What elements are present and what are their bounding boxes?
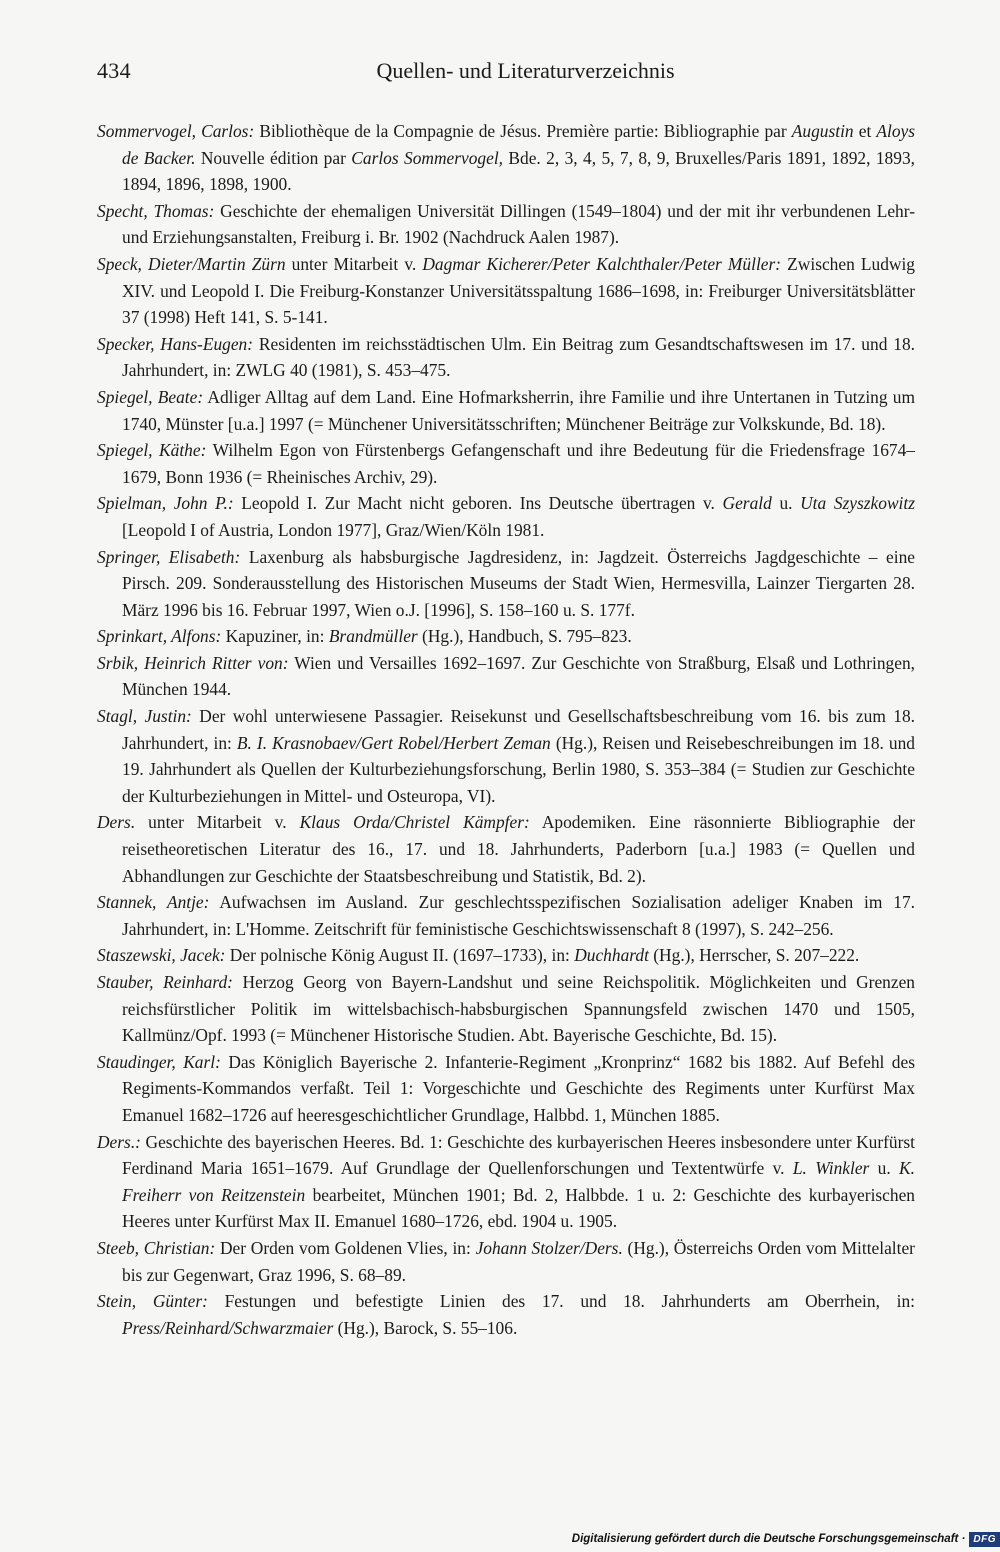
bibliography-entry: [97, 1049, 915, 1129]
running-title: Quellen- und Literaturverzeichnis: [376, 58, 675, 83]
entry-text: Der polnische König August II. (1697–1733), in:: [225, 945, 575, 966]
entry-text: [Leopold I of Austria, London 1977], Graz/Wien/Köln 1981.: [122, 519, 545, 540]
entry-text: bearbeitet, München 1901; Bd. 2, Halbbde. 1 u. 2: Geschichte des kurbayerischen Heeres unter Kurfürst Max II. Emanuel 1680–1726, ebd. 1904 u. 1905.: [122, 1184, 915, 1232]
bibliography-entry: [97, 650, 915, 703]
entry-italic-text: Press/Reinhard/Schwarzmaier: [122, 1317, 334, 1338]
entry-text: Wilhelm Egon von Fürstenbergs Gefangenschaft und ihre Bedeutung für die Friedensfrage 1674–1679, Bonn 1936 (= Rheinisches Archiv, 29).: [122, 440, 915, 487]
bibliography-entry: [97, 703, 915, 809]
entry-author: Sommervogel, Carlos:: [97, 121, 255, 141]
bibliography-entry: [97, 809, 915, 889]
entry-text: Herzog Georg von Bayern-Landshut und seine Reichspolitik. Möglichkeiten und Grenzen reichsfürstlicher Politik im wittelsbachisch-habsburgischen Spannungsfeld zwischen 1470 und 1505, Kallmünz/Opf. 1993 (= Münchener Historische Studien. Abt. Bayerische Geschichte, Bd. 15).: [122, 972, 916, 1046]
entry-text: unter Mitarbeit v.: [285, 253, 423, 274]
entry-text: (Hg.), Österreichs Orden vom Mittelalter bis zur Gegenwart, Graz 1996, S. 68–89.: [122, 1237, 915, 1285]
bibliography-entry: [97, 942, 915, 969]
entry-author: Staudinger, Karl:: [97, 1051, 221, 1072]
entry-italic-text: Augustin: [791, 121, 854, 141]
bibliography-entry: [97, 437, 915, 490]
entry-italic-text: Uta Szyszkowitz: [800, 493, 915, 514]
entry-author: Srbik, Heinrich Ritter von:: [97, 652, 289, 673]
entry-text: unter Mitarbeit v.: [135, 812, 300, 833]
entry-italic-text: Dagmar Kicherer/Peter Kalchthaler/Peter Müller:: [422, 253, 782, 274]
entry-text: (Hg.), Herrscher, S. 207–222.: [648, 945, 860, 966]
bibliography-entry: [97, 384, 915, 437]
entry-author: Spiegel, Beate:: [97, 386, 204, 407]
entry-author: Ders.:: [97, 1131, 141, 1152]
entry-author: Spielman, John P.:: [97, 493, 234, 514]
page-header: [97, 58, 914, 94]
bibliography-entry: [97, 118, 915, 198]
entry-author: Spiegel, Käthe:: [97, 440, 207, 461]
entry-author: Sprinkart, Alfons:: [97, 626, 222, 647]
entry-italic-text: Gerald: [722, 493, 772, 514]
entry-author: Specker, Hans-Eugen:: [97, 333, 254, 354]
entry-text: Bibliothèque de la Compagnie de Jésus. Première partie: Bibliographie par: [254, 121, 792, 141]
entry-text: Bde. 2, 3, 4, 5, 7, 8, 9, Bruxelles/Paris 1891, 1892, 1893, 1894, 1896, 1898, 1900.: [122, 147, 915, 195]
entry-text: u.: [771, 493, 801, 514]
bibliography-entry: [97, 1129, 915, 1235]
entry-text: Zwischen Ludwig XIV. und Leopold I. Die Freiburg-Konstanzer Universitätsspaltung 1686–1698, in: Freiburger Universitätsblätter 37 (1998) Heft 141, S. 5-141.: [122, 253, 916, 328]
entry-author: Steeb, Christian:: [97, 1237, 216, 1258]
entry-text: Geschichte der ehemaligen Universität Dillingen (1549–1804) und der mit ihr verbundenen Lehr- und Erziehungsanstalten, Freiburg i. Br. 1902 (Nachdruck Aalen 1987).: [122, 200, 915, 248]
entry-text: Kapuziner, in:: [221, 626, 329, 647]
entry-author: Staszewski, Jacek:: [97, 945, 226, 966]
entry-text: (Hg.), Handbuch, S. 795–823.: [417, 626, 632, 647]
entry-italic-text: Carlos Sommervogel,: [351, 147, 504, 168]
entry-text: Adliger Alltag auf dem Land. Eine Hofmarksherrin, ihre Familie und ihre Untertanen in Tutzing um 1740, Münster [u.a.] 1997 (= Münchener Universitätsschriften; Münchener Beiträge zur Volkskunde, Bd. 18).: [122, 386, 916, 434]
entry-author: Stannek, Antje:: [97, 892, 210, 913]
bibliography-entry: [97, 969, 915, 1049]
footer: [572, 1531, 1000, 1547]
entry-text: Nouvelle édition par: [195, 147, 352, 168]
entry-text: Aufwachsen im Ausland. Zur geschlechtsspezifischen Sozialisation adeliger Knaben im 17. Jahrhundert, in: L'Homme. Zeitschrift für feministische Geschichtswissenschaft 8 (1997), S. 242–256.: [122, 892, 915, 939]
entry-text: Laxenburg als habsburgische Jagdresidenz, in: Jagdzeit. Österreichs Jagdgeschichte – eine Pirsch. 209. Sonderausstellung des Historischen Museums der Stadt Wien, Hermesvilla, Lainzer Tiergarten 28. März 1996 bis 16. Februar 1997, Wien o.J. [1996], S. 158–160 u. S. 177f.: [122, 546, 915, 620]
dfg-logo: DFG: [969, 1532, 1000, 1547]
entry-text: Das Königlich Bayerische 2. Infanterie-Regiment „Kronprinz“ 1682 bis 1882. Auf Befehl des Regiments-Kommandos verfaßt. Teil 1: Vorgeschichte und Geschichte des Regiments unter Kurfürst Max Emanuel 1682–1726 auf heeresgeschichtlicher Grundlage, Halbbd. 1, München 1885.: [122, 1051, 915, 1125]
entry-text: Leopold I. Zur Macht nicht geboren. Ins Deutsche übertragen v.: [233, 493, 723, 514]
bibliography-entry: [97, 1235, 915, 1288]
entry-italic-text: K. Freiherr von Reitzenstein: [122, 1158, 915, 1205]
entry-italic-text: L. Winkler: [792, 1158, 870, 1179]
bibliography-entry: [97, 331, 915, 384]
bibliography-list: [97, 118, 915, 1341]
entry-text: (Hg.), Barock, S. 55–106.: [333, 1317, 518, 1338]
bibliography-entry: [97, 544, 915, 624]
entry-italic-text: Aloys de Backer.: [122, 121, 916, 168]
entry-text: Residenten im reichsstädtischen Ulm. Ein Beitrag zum Gesandtschaftswesen im 17. und 18. Jahrhundert, in: ZWLG 40 (1981), S. 453–475.: [122, 333, 915, 381]
entry-author: Speck, Dieter/Martin Zürn: [97, 253, 286, 274]
bibliography-entry: [97, 889, 915, 942]
entry-italic-text: Johann Stolzer/Ders.: [475, 1237, 623, 1258]
entry-author: Stagl, Justin:: [97, 706, 192, 727]
bibliography-entry: [97, 490, 915, 543]
entry-text: Apodemiken. Eine räsonnierte Bibliographie der reisetheoretischen Literatur des 16., 17. und 18. Jahrhunderts, Paderborn [u.a.] 1983 (= Quellen und Abhandlungen zur Geschichte der Staatsbeschreibung und Statistik, Bd. 2).: [122, 812, 916, 886]
entry-author: Ders.: [97, 812, 136, 833]
entry-italic-text: Klaus Orda/Christel Kämpfer:: [299, 812, 530, 833]
entry-italic-text: Brandmüller: [328, 626, 418, 647]
bibliography-entry: [97, 623, 915, 650]
bibliography-entry: [97, 251, 915, 331]
entry-author: Stauber, Reinhard:: [97, 972, 233, 992]
entry-text: Wien und Versailles 1692–1697. Zur Geschichte von Straßburg, Elsaß und Lothringen, München 1944.: [122, 652, 915, 700]
bibliography-entry: [97, 198, 915, 251]
entry-text: Festungen und befestigte Linien des 17. und 18. Jahrhunderts am Oberrhein, in:: [207, 1291, 915, 1312]
entry-author: Specht, Thomas:: [97, 200, 215, 221]
entry-text: u.: [869, 1158, 900, 1179]
entry-text: Der Orden vom Goldenen Vlies, in:: [215, 1237, 476, 1258]
entry-text: et: [853, 121, 877, 141]
entry-text: Der wohl unterwiesene Passagier. Reisekunst und Gesellschaftsbeschreibung vom 16. bis zum 18. Jahrhundert, in:: [122, 706, 916, 753]
entry-author: Springer, Elisabeth:: [97, 546, 241, 567]
entry-author: Stein, Günter:: [97, 1291, 208, 1312]
entry-italic-text: Duchhardt: [574, 945, 649, 966]
entry-italic-text: B. I. Krasnobaev/Gert Robel/Herbert Zeman: [236, 732, 551, 753]
funding-note: Digitalisierung gefördert durch die Deutsche Forschungsgemeinschaft ·: [571, 1533, 966, 1545]
entry-text: Geschichte des bayerischen Heeres. Bd. 1: Geschichte des kurbayerischen Heeres insbesondere unter Kurfürst Ferdinand Maria 1651–1679. Auf Grundlage der Quellenforschungen und Textentwürfe v.: [122, 1131, 915, 1179]
bibliography-entry: [97, 1288, 915, 1341]
entry-text: (Hg.), Reisen und Reisebeschreibungen im 18. und 19. Jahrhundert als Quellen der Kulturbeziehungsforschung, Berlin 1980, S. 353–384 (= Studien zur Geschichte der Kulturbeziehungen in Mittel- und Osteuropa, VI).: [122, 732, 915, 806]
page-number: 434: [97, 58, 131, 83]
